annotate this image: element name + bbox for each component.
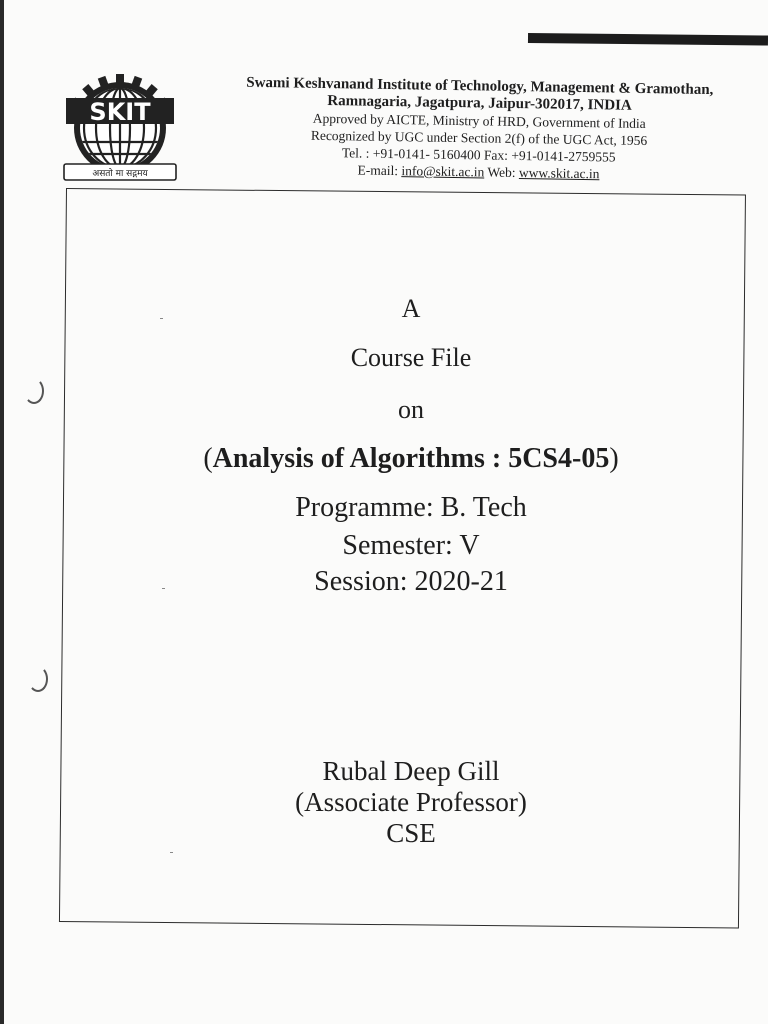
- contact-phone: Tel. : +91-0141- 5160400 Fax: +91-0141-2759555: [341, 145, 616, 165]
- semester: Semester: V: [342, 530, 480, 561]
- aicte-approval: Approved by AICTE, Ministry of HRD, Government of India: [312, 110, 646, 132]
- subject-name: Analysis of Algorithms : 5CS4-05: [212, 443, 610, 474]
- punch-hole-top: [24, 378, 44, 404]
- skit-logo: [60, 68, 180, 188]
- author-designation: (Associate Professor): [295, 787, 527, 817]
- subject-close-paren: ): [609, 443, 619, 474]
- web-link[interactable]: www.skit.ac.in: [518, 165, 600, 182]
- scan-edge-left: [0, 0, 4, 1024]
- programme: Programme: B. Tech: [295, 492, 527, 523]
- punch-hole-bottom: [28, 666, 48, 692]
- logo-text: SKIT: [89, 98, 151, 126]
- logo-motto: असतो मा सद्गमय: [92, 169, 148, 179]
- cover-line-a: A: [401, 294, 421, 323]
- session: Session: 2020-21: [314, 566, 508, 597]
- department: CSE: [386, 818, 436, 848]
- email-label: E-mail:: [357, 162, 399, 179]
- ugc-recognition: Recognized by UGC under Section 2(f) of the UGC Act, 1956: [310, 127, 648, 149]
- author-name: Rubal Deep Gill: [322, 756, 500, 786]
- scan-edge-top: [528, 33, 768, 46]
- subject-open-paren: (: [203, 443, 213, 474]
- subject-title: [66, 443, 756, 475]
- web-label: Web:: [487, 164, 516, 180]
- cover-course-file: Course File: [350, 343, 472, 372]
- institute-name: Swami Keshvanand Institute of Technology, Management & Gramothan,: [246, 74, 714, 99]
- cover-line-on: on: [398, 395, 424, 424]
- institute-header: [198, 74, 760, 185]
- email-link[interactable]: info@skit.ac.in: [401, 163, 485, 180]
- institute-address: Ramnagaria, Jagatpura, Jaipur-302017, INDIA: [327, 93, 632, 114]
